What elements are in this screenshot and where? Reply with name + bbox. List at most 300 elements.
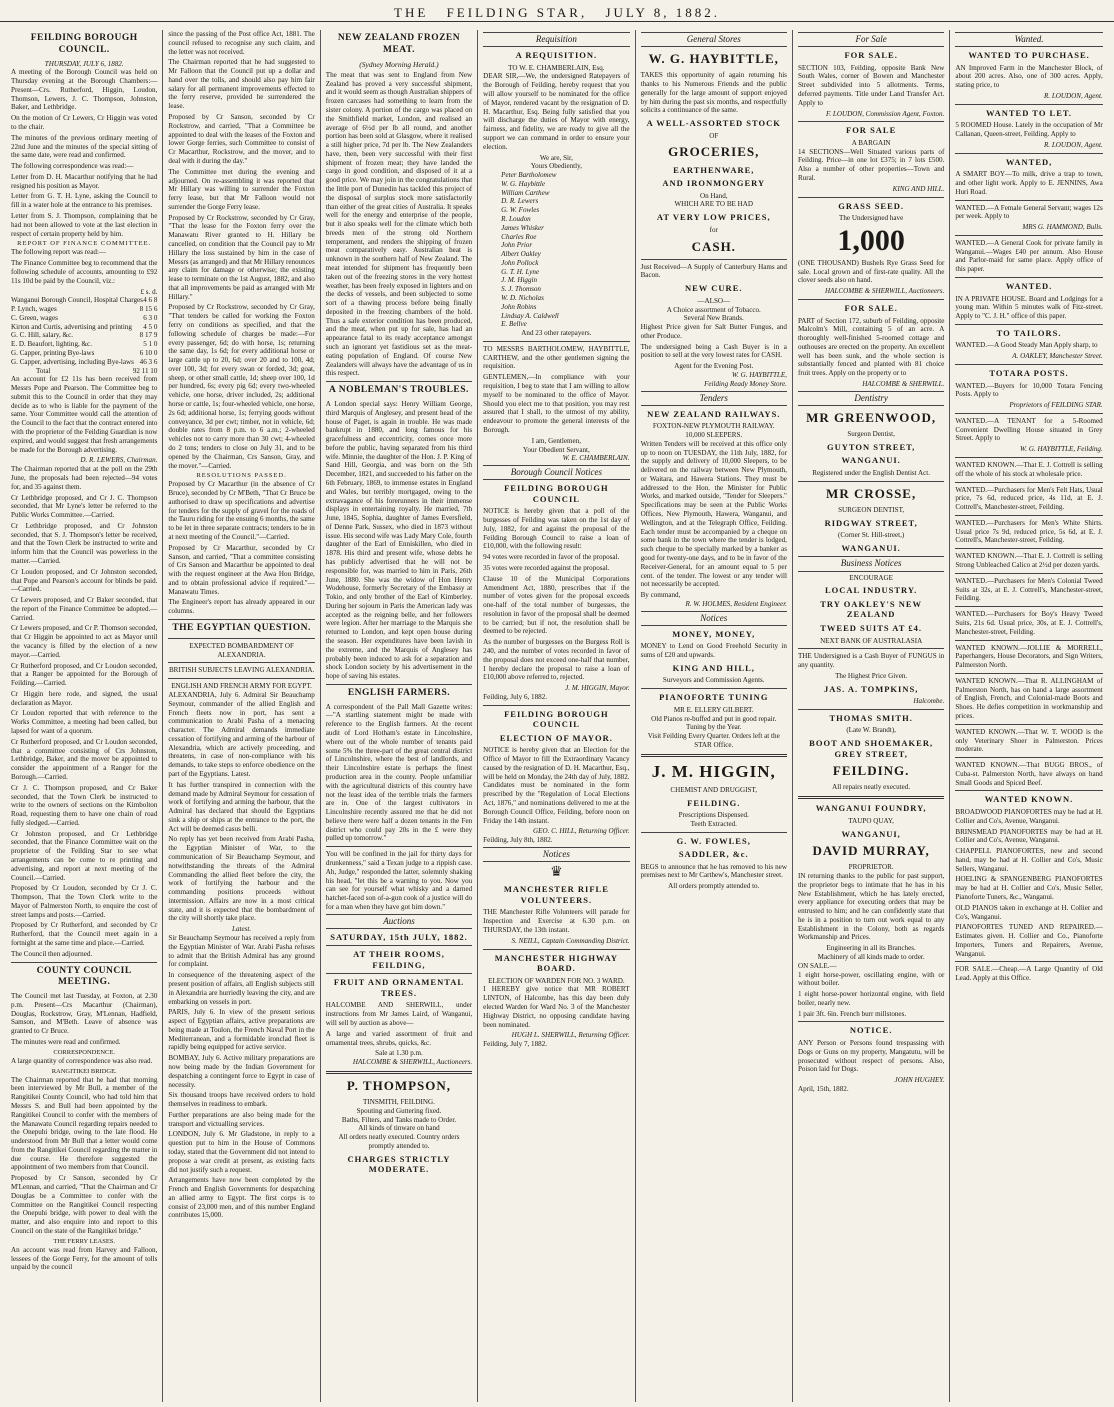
ad-line: —ALSO— xyxy=(697,296,731,305)
column-4 xyxy=(478,30,635,1402)
paragraph: Just Received—A Supply of Canterbury Hams and Bacon. xyxy=(640,262,787,280)
paragraph: Cr Lethbridge proposed, and Cr Johnston seconded, that S. J. Thompson's letter be received, and that the Town Clerk be instructed to write and inform him that the Council was powerless in the matter.—Carried. xyxy=(11,521,158,565)
ad-title: TOTARA POSTS. xyxy=(989,368,1069,378)
ad-line: NEXT BANK OF AUSTRALASIA xyxy=(820,636,923,645)
account-total: Total 92 11 10 xyxy=(36,366,158,375)
signature: JOHN HUGHEY. xyxy=(894,1076,945,1085)
category-borough-notices: Borough Council Notices xyxy=(483,465,629,480)
list-item: D. R. Lewers xyxy=(501,197,539,206)
ad-line: TRY OAKLEY'S NEW ZEALAND xyxy=(820,598,923,620)
ad-line: A WELL-ASSORTED STOCK xyxy=(646,118,781,129)
paragraph: WANTED KNOWN.—That R. ALLINGHAM of Palmerston North, has on hand a large assortment of English, French, and Colonial-made Boots and Shoes. He defies competition in workmanship and prices. xyxy=(955,676,1103,720)
paragraph: THE Undersigned is a Cash Buyer of FUNGUS in any quantity. xyxy=(797,652,945,670)
advertiser-name: MR GREENWOOD, xyxy=(806,409,937,425)
column-3 xyxy=(321,30,478,1402)
category-notices: Notices xyxy=(641,611,787,626)
advertiser-name: MR CROSSE, xyxy=(826,485,917,501)
paragraph: WANTED.—A Female General Servant; wages 12s per week. Apply to xyxy=(955,203,1103,221)
ad-line: WANGANUI. xyxy=(841,542,901,553)
nobleman-title: A NOBLEMAN'S TROUBLES. xyxy=(329,385,469,396)
paragraph: NOTICE is hereby given that an Election for the Office of Mayor to fill the Extraordinary Vacancy caused by the resignation of D. H. Macarthur, Esq., will be held on Monday, the 24th day of July, 1882. Candidates must be nominated in the form prescribed by the "Regulation of Local Elections Act, 1876," and nominations delivered to me at the Borough Council Office, Feilding, before noon on Friday the 14th instant. xyxy=(483,746,630,825)
ad-line: The Undersigned have xyxy=(839,214,904,223)
big-number: 1,000 xyxy=(837,223,905,257)
paragraph: WANTED.—Purchasers for Men's White Shirts. Usual price 7s 9d, reduced price, 5s 6d, at E. J. Cottrell's, Manchester-street, Feilding. xyxy=(955,518,1103,545)
advertiser-name: G. W. FOWLES, xyxy=(676,835,751,846)
ad-title: FOR SALE. xyxy=(844,50,898,61)
ad-line: All orders neatly executed. Country orders promptly attended to. xyxy=(338,1133,460,1150)
paragraph: An account was read from Harvey and Falloon, lessees of the Gorge Ferry, for the amount of tolls unpaid by the council xyxy=(11,1245,158,1272)
paragraph: ANY Person or Persons found trespassing with Dogs or Guns on my property, Mangatutu, will be prosecuted without respect of persons. Also, Poison laid for Dogs. xyxy=(797,1038,945,1074)
signature: W. G. HAYBITTLE, xyxy=(731,370,787,379)
paragraph: 1 pair 3ft. 6in. French burr millstones. xyxy=(797,1009,907,1018)
category-business-notices: Business Notices xyxy=(798,556,944,571)
account-row: E. D. Beaufort, lighting, &c. 5 1 0 xyxy=(11,340,158,349)
closing: Yours Obediently, xyxy=(530,162,582,171)
paragraph: NOTICE is hereby given that a poll of the burgesses of Feilding was taken on the 1st day of July, 1882, for and against the proposal of the Feilding Borough Council to raise a loan of £10,000, with the following result: xyxy=(483,507,630,551)
ad-line: SURGEON DENTIST, xyxy=(838,505,905,514)
notice-title: FEILDING BOROUGH COUNCIL xyxy=(504,708,609,730)
paragraph: ALEXANDRIA, July 6. Admiral Sir Beauchamp Seymour, commander of the allied English and French fleets now in port, has sent a communication to Arabi Pasha of a menacing character. The Admiral demands immediate cessation of fortifying and arming of the harbour of Alexandria, which are actively proceeding, and threatens, in case of non-compliance with his demands, to take steps to enforce obedience on the part of the Egyptians. Latest. xyxy=(168,690,315,778)
signature: W. G. HAYBITTLE, Feilding. xyxy=(1020,445,1103,454)
addressee: TO W. E. CHAMBERLAIN, Esq. xyxy=(508,63,605,72)
paragraph: WANTED KNOWN.—That BUGG BROS., of Cuba-st. Palmerston North, have always on hand Small Goods and Spiced Beef. xyxy=(955,761,1103,787)
ad-line: Surveyors and Commission Agents. xyxy=(662,676,765,685)
ad-line: Engineering in all its Branches. xyxy=(826,944,916,953)
list-item: W. D. Nicholas xyxy=(501,294,544,302)
paragraph: IN A PRIVATE HOUSE. Board and Lodgings for a young man. Within 5 minutes walk of Fitz-street. Apply to "C. J. H." office of this paper. xyxy=(955,294,1103,321)
paragraph: BROADWOOD PIANOFORTES may be had at H. Collier and Co's, Avenue, Wanganui. xyxy=(955,807,1103,825)
paragraph: 1 eight horse-power horizontal engine, with field boiler, nearly new. xyxy=(797,990,945,1007)
ad-line: WHICH ARE TO BE HAD xyxy=(674,200,754,209)
list-item: S. J. Thomson xyxy=(501,285,541,294)
paragraph: The minutes of the previous ordinary meeting of 22nd June and the minutes of the special sitting of the same date, were read and confirmed. xyxy=(11,133,158,160)
column-6 xyxy=(793,30,950,1402)
paragraph: You will be confined in the jail for thirty days for drunkenness," said a Texan judge to a rippish case. Ah, Judge," responded the latter, solemnly shaking his head, "let this be a warning to you. Now you can see for yourself what whisky and a darned hatchet-faced son of-a-gun cook of a justice will do for a man when they have got him down." xyxy=(325,850,473,911)
paragraph: 1 eight horse-power, oscillating engine, with or without boiler. xyxy=(797,970,945,988)
account-row: G. C. Hill, salary, &c. 8 17 9 xyxy=(11,331,158,340)
paragraph: WANTED.—A General Cook for private family in Wanganui.—Wages £40 per annum. Also House and Parlor-maid for same place. Apply office of this paper. xyxy=(955,238,1103,274)
signature: A. OAKLEY, Manchester Street. xyxy=(1012,352,1103,361)
ad-line: Registered under the English Dentist Act. xyxy=(812,468,931,477)
list-item: Charles Roe xyxy=(501,232,537,241)
ad-line: Teeth Extracted. xyxy=(690,819,737,828)
advertiser-name: WANGANUI FOUNDRY, xyxy=(815,803,927,814)
list-item: John Prior xyxy=(501,241,533,250)
paragraph: BOMBAY, July 6. Active military preparations are now being made by the Indian Government for despatching a contingent force to Egypt in case of necessity. xyxy=(168,1054,315,1089)
notice-title: MANCHESTER HIGHWAY BOARD. xyxy=(494,952,618,974)
paragraph: Proposed by Cr Rutherford, and seconded by Cr Rutherford, that the Council meet again in a fortnight at the same time and place.—Carried. xyxy=(11,921,158,948)
ad-line: ENCOURAGE xyxy=(849,573,894,582)
paragraph: TO MESSRS BARTHOLOMEW, HAYBITTLE, CARTHEW, and the other gentlemen signing the requisition. xyxy=(483,344,630,371)
paragraph: Cr Loudon reported that with reference to the Works Committee, a meeting had been called, but lapsed for want of a quorum. xyxy=(11,709,158,736)
ad-title: TO TAILORS. xyxy=(996,327,1062,338)
list-item: John Robins xyxy=(501,302,537,311)
column-2 xyxy=(163,30,320,1402)
signatories-list xyxy=(483,171,629,329)
ad-line: TWEED SUITS AT £4. xyxy=(820,622,923,633)
ad-line: for xyxy=(709,225,718,234)
ad-line: A Choice assortment of Tobacco. xyxy=(666,305,761,314)
ad-line: Visit Feilding Every Quarter. Orders left at the STAR Office. xyxy=(647,732,780,749)
ad-title: WANTED. xyxy=(1005,281,1053,292)
paragraph: 35 votes were recorded against the proposal. xyxy=(483,563,610,572)
paragraph: The Finance Committee beg to recommend that the following schedule of accounts, amounting to £92 11s 10d be paid by the Council, viz.: xyxy=(11,259,158,285)
more-signers: And 23 other ratepayers. xyxy=(521,329,592,338)
signature: HALCOMBE & SHERWILL, Auctioneers. xyxy=(352,1058,473,1067)
signature: W. E. CHAMBERLAIN. xyxy=(562,454,630,463)
paragraph: Proposed by Cr Rockstrow, seconded by Cr Gray, "That the lease for the Foxton ferry over the Manawatu River granted to H. Hillary be cancelled, on condition that the Council pay to Mr Hillary the loss sustained by him in the case of Messrs (as arranged) and that Mr Hillary renounces any claim for damage or otherwise; the existing lease to terminate on the 1st August, 1882, and also that all improvements be paid as arranged with Mr Hillary." xyxy=(168,213,315,301)
account-row: G. Capper, advertising, including Bye-laws 46 3 6 xyxy=(11,357,158,366)
paragraph: BEGS to announce that he has removed to his new premises next to Mr Carthew's, Manchester street. xyxy=(640,862,787,880)
list-item: W. G. Haybittle xyxy=(501,179,546,188)
ad-line: Old Pianos re-buffed and put in good repair. xyxy=(651,714,777,723)
paragraph: Six thousand troops have received orders to hold themselves in readiness to embark. xyxy=(168,1091,315,1109)
closing: We are, Sir, xyxy=(539,153,573,162)
masthead-title: FEILDING STAR, xyxy=(446,5,588,20)
ad-line: OF xyxy=(709,131,719,140)
paragraph: A SMART BOY—To milk, drive a trap to town, and other light work. Apply to E. JENNINS, Awa Huri Road. xyxy=(955,170,1103,196)
meeting-date: THURSDAY, JULY 6, 1882. xyxy=(44,59,124,68)
section-heading: THE FERRY LEASES. xyxy=(53,1237,116,1245)
paragraph: WANTED.—A Good Steady Man Apply sharp, to xyxy=(955,341,1098,350)
ad-line: Prescriptions Dispensed. xyxy=(678,811,749,820)
notice-date: Feilding, July 8th, 1882. xyxy=(483,836,553,845)
ad-title: GRASS SEED. xyxy=(838,200,905,211)
paragraph: Cr Rutherford proposed, and Cr Loudon seconded, that a committee consisting of Crs Johnston, Lethbridge, Baker, and the mover be appointed to consider the appointment of a Ranger for the Borough.—Carried. xyxy=(11,737,158,781)
ad-line: Machinery of all kinds made to order. xyxy=(817,952,925,961)
list-item: R. Loudon xyxy=(501,214,531,223)
ad-line: MR E. ELLERY GILBERT. xyxy=(673,705,754,714)
ad-line: (Corner St. Hill-street,) xyxy=(838,531,905,540)
signature: HALCOMBE & SHERWILL, Auctioneers. xyxy=(825,287,945,296)
ad-title: WANTED TO PURCHASE. xyxy=(968,50,1090,61)
ad-line: GUYTON STREET, xyxy=(826,441,916,452)
ad-line: Agent for the Evening Post. xyxy=(674,362,754,371)
paragraph: Cr Rutherford proposed, and Cr Loudon seconded, that a Ranger be appointed for the Borough of Feilding.—Carried. xyxy=(11,661,158,688)
paragraph: Cr Lethbridge proposed, and Cr J. C. Thompson seconded, that Mr Lyne's letter be referred to the Public Works Committee.—Carried. xyxy=(11,493,158,520)
paragraph: CHAPPELL PIANOFORTES, new and second hand, may be had at H. Collier and Co's, Music Sellers, Wanganui. xyxy=(955,847,1103,873)
source: (Sydney Morning Herald.) xyxy=(359,59,439,69)
paragraph: The meat that was sent to England from New Zealand has proved a very successful shipment, and it would seem as though Australian shippers of frozen carcases had something to learn from the sister colony. A portion of the cargo was placed on the Smithfield market, London, and realised an average of 6½d per lb all round, and another portion has been sold at Glasgow, where it realised a still higher price, 7d per lb. The New Zealanders have, then, been very successful with their first shipment of frozen meat; they have landed the cargo in good condition, and disposed of it at a good price. We may join in the congratulations that the little port of Dunedin has tackled this project of the disposal of surplus stock more satisfactorily than either of the great cities of Australia. It speaks well for the energy and enterprise of the people, but it also speaks well for the climate which both breeds men of the strong old Northern temperament, and renders the shipping of frozen meat comparatively easy. Australian heat is unknown in the southern half of New Zealand. The meat intended for shipment has frequently been taken out of the freezing stores in the very hottest weather, has been freely exposed in lighters and on the decks of vessels, and been subjected to some sort of a thawing process before being finally deposited in the freezing chambers of the hold. Thus a safe exterior condition has been produced, and the meat, when put up for sale, has had an appearance fatal to its ready acceptance amongst such an ignorant yet fastidious set as the meat-eating population of England. Of course New Zealanders will always have the advantage of us in this respect. xyxy=(325,70,473,378)
paragraph: Letter from S. J. Thompson, complaining that he had not been allowed to vote at the last election in respect of certain property held by him. xyxy=(11,212,158,238)
paragraph: BRINSMEAD PIANOFORTES may be had at H. Collier and Co's, Avenue, Wanganui. xyxy=(955,827,1103,845)
paragraph: 94 votes were recorded in favor of the proposal. xyxy=(483,553,620,562)
ad-line: BOOT AND SHOEMAKER, GREY STREET, xyxy=(809,738,934,759)
paragraph: The Chairman reported that he had that morning been interviewed by Mr Bull, a member of the Rangitikei County Council, who had told him that Messrs S. and Bull had been appointed by the Rangitikei Council to confer with the members of the Manawatu Council regarding repairs needed to the Onepuhi bridge, owing to the late flood. He understood from Mr Bull that a letter would come from the Rangitikei Council regarding the matter in due course. He therefore suggested the appointment of two members from that Council. xyxy=(11,1075,158,1172)
ad-line: All kinds of tinware on hand xyxy=(358,1124,440,1133)
frozen-meat-title: NEW ZEALAND FROZEN MEAT. xyxy=(337,33,461,55)
masthead xyxy=(0,0,1114,22)
paragraph: The following report was read:— xyxy=(11,248,106,257)
ad-line: CHARGES STRICTLY MODERATE. xyxy=(347,1153,451,1175)
paragraph: The following correspondence was read:— xyxy=(11,162,134,171)
signature: Proprietors of FEILDING STAR. xyxy=(1009,401,1103,410)
advertiser-name: J. M. HIGGIN, xyxy=(651,761,776,781)
ad-line: DAVID MURRAY, xyxy=(812,843,930,859)
ad-title: FOR SALE. xyxy=(844,303,898,314)
section-heading: RANGITIKEI BRIDGE. xyxy=(51,1067,117,1075)
ad-line: Baths, Filters, and Tanks made to Order. xyxy=(341,1115,457,1124)
notice-date: Feilding, July 6, 1882. xyxy=(483,692,548,701)
newspaper-columns xyxy=(6,30,1108,1402)
paragraph: Cr Higgin here rode, and signed, the usual declaration as Mayor. xyxy=(11,689,158,707)
paragraph: On the motion of Cr Lewers, Cr Higgin was voted to the chair. xyxy=(11,114,158,131)
advertiser-name: W. G. HAYBITTLE, xyxy=(648,51,779,67)
paragraph: The Council met last Tuesday, at Foxton, at 2.30 p.m. Present—Crs Macarthur (Chairman), Douglas, Rockstrow, Gray, M'Lennan, Hadfield, Samson, and M'Beth. Leave of absence was granted to Cr Bruce. xyxy=(11,992,158,1036)
ad-line: CHEMIST AND DRUGGIST, xyxy=(670,785,758,794)
egypt-subhead: EXPECTED BOMBARDMENT OF ALEXANDRIA. xyxy=(189,641,294,659)
list-item: James Whisker xyxy=(501,223,544,232)
section-heading: RESOLUTIONS PASSED. xyxy=(196,472,287,480)
category-tenders: Tenders xyxy=(641,391,787,406)
signature: J. M. HIGGIN, Mayor. xyxy=(565,684,630,693)
egypt-subhead: ENGLISH AND FRENCH ARMY FOR EGYPT. xyxy=(171,682,312,691)
list-item: J. M. Higgin xyxy=(501,276,538,285)
paragraph: SECTION 103, Feilding, opposite Bank New South Wales, corner of Bowen and Manchester Street subdivided into 5 allotments. Terms, deferred payments. Title under Land Transfer Act. Apply to xyxy=(797,63,945,107)
list-item: William Carthew xyxy=(501,188,550,197)
notice-date: April, 15th, 1882. xyxy=(797,1084,849,1093)
paragraph: WANTED KNOWN.—That E. J. Cottrell is selling Strong Unbleached Calico at 2½d per dozen yards. xyxy=(955,552,1103,570)
category-for-sale: For Sale xyxy=(798,32,944,47)
category-general-stores: General Stores xyxy=(641,32,787,47)
paragraph: 14 SECTIONS—Well Situated various parts of Feilding. Price—in one lot £375; in 7 lots £500. Also a number of other properties—Town and Rural. xyxy=(797,147,945,183)
paragraph: OLD PIANOS taken in exchange at H. Collier and Co's, Wanganui. xyxy=(955,903,1103,921)
advertiser-name: THOMAS SMITH. xyxy=(829,712,913,723)
auction-date: SATURDAY, 15th JULY, 1882. xyxy=(330,931,468,942)
paragraph: Arrangements have now been completed by the French and English Governments for despatching an allied army to Egypt. The first corps is to consist of 23,000 men, and of this number England contributes 15,000. xyxy=(168,1176,315,1220)
ad-title: WANTED KNOWN. xyxy=(984,794,1074,805)
paragraph: Clause 10 of the Municipal Corporations Amendment Act, 1880, prescribes that if the number of votes given for the proposal exceeds one-half of the total number of burgesses, the resolution in favor of the proposal shall be deemed to be carried; but if not, the resolution shall be deemed to be rejected. xyxy=(483,574,630,636)
paragraph: The Council then adjourned. xyxy=(11,949,93,958)
list-item: G. W. Fowles xyxy=(501,206,540,215)
list-item: E. Bellve xyxy=(501,320,527,329)
paragraph: WANTED.—Buyers for 10,000 Totara Fencing Posts. Apply to xyxy=(955,381,1103,399)
signature: KING AND HILL. xyxy=(892,184,945,193)
signature: HALCOMBE & SHERWILL. xyxy=(862,380,945,389)
tender-title: NEW ZEALAND RAILWAYS. xyxy=(647,408,781,419)
ad-line: WANGANUI. xyxy=(841,455,901,466)
signature: R. LOUDON, Agent. xyxy=(1043,140,1103,149)
ad-line: The Highest Price Given. xyxy=(835,671,908,680)
notice-title: PIANOFORTE TUNING xyxy=(659,692,769,703)
signature: GEO. C. HILL, Returning Officer. xyxy=(533,827,630,836)
paragraph: DEAR SIR,—We, the undersigned Ratepayers of the Borough of Feilding, hereby request that you will allow yourself to be nominated for the office of Mayor, rendered vacant by the resignation of D. H. Macarthur, Esq. Being fully satisfied that you will discharge the duties of Mayor with energy, fairness, and fidelity, we are ready to give all the support we can command in order to ensure your election. xyxy=(483,72,630,151)
account-row: P. Lynch, wages 8 15 6 xyxy=(11,305,158,314)
paragraph: Proposed by Cr Rockstrow, seconded by Cr Gray, "That tenders be called for working the Foxton ferry on conditions as specified, and that the following schedule of charges be made:—For every passenger, 6d; do with horse, 1s; returning the same day, 1s 6d; for every additional horse or large cattle up to 20, 6d; over 20 and to 100, 4d; over 100, 3d; for every swan or forded, 3d; goat, sheep, or other small cattle, 1d; sheep over 100, 1d per hundred, 6s; every pig 6d; every two-wheeled vehicle, one horse, driver included, 2s; additional horse or cattle, 1s; four-wheeled vehicle, one horse, 2s 6d; additional horse, 1s; ferrying goods without conveyance, 3d per cwt; timber, not in vehicle, 6d; double rates from 8 p.m. to 6 a.m.; 2-wheeled vehicles not to carry more than 30 cwt; 4-wheeled do 2 tons; tenders to close on July 31, and to be opened by the Chairman, Crs Sanson, Gray, and the mover."—Carried. xyxy=(168,303,315,470)
ad-title: WANTED, xyxy=(1005,156,1053,167)
finance-heading: REPORT OF FINANCE COMMITTEE. xyxy=(17,240,152,248)
paragraph: Letter from G. T. H. Lyne, asking the Council to fill in a water hole at the entrance to his premises. xyxy=(11,192,158,210)
ad-line: NEW CURE. xyxy=(685,283,743,294)
ad-line: (Late W. Brandt), xyxy=(846,726,896,735)
ad-title: FOR SALE xyxy=(846,125,897,136)
signature: Halcombe. xyxy=(913,697,945,706)
paragraph: since the passing of the Post office Act, 1881. The council refused to recognise any such claim, and the letter was not received. xyxy=(168,30,315,56)
county-council-title: COUNTY COUNCIL MEETING. xyxy=(36,965,132,988)
category-auctions: Auctions xyxy=(326,914,472,929)
auction-subject: FRUIT AND ORNAMENTAL TREES. xyxy=(333,977,465,998)
paragraph: The Chairman reported that he had suggested to Mr Falloon that the Council put up a dollar and hand over the tolls, and should also pay him fair salary for all permanent improvements effected to the ferry reserve, provided he surrendered the lease. xyxy=(168,58,315,111)
signature: F. LOUDON, Commission Agent, Foxton. xyxy=(825,109,945,118)
ad-line: CASH. xyxy=(691,238,736,254)
signature: D. R. LEWERS, Chairman. xyxy=(80,456,158,465)
category-wanted: Wanted. xyxy=(955,32,1102,47)
column-5 xyxy=(636,30,793,1402)
advertiser-name: P. THOMPSON, xyxy=(346,1077,452,1093)
latest-heading: Latest. xyxy=(232,925,252,934)
ad-line: AND IRONMONGERY xyxy=(662,178,766,189)
accounts-table xyxy=(11,296,157,375)
ad-line: EARTHENWARE, xyxy=(673,164,755,175)
ad-line: ON SALE.— xyxy=(797,961,837,970)
paragraph: WANTED.—Purchasers for Boy's Heavy Tweed Suits, 21s 6d. Usual price, 30s, at E. J. Cottrell's, Manchester-street, Feilding. xyxy=(955,610,1103,636)
auction-place: AT THEIR ROOMS, FEILDING, xyxy=(353,949,445,970)
paragraph: In consequence of the threatening aspect of the present position of affairs, all English subjects still in Alexandria are hurriedly leaving the city, and are embarking on vessels in port. xyxy=(168,971,315,1006)
ad-line: FEILDING. xyxy=(832,763,910,779)
paragraph: Further preparations are also being made for the transport and victualling services. xyxy=(168,1110,315,1128)
signature: Feilding Ready Money Store. xyxy=(704,379,787,388)
notice-date: Feilding, July 7, 1882. xyxy=(483,1040,548,1049)
paragraph: A large and varied assortment of fruit and ornamental trees, shrubs, quicks, &c. xyxy=(325,1029,473,1047)
ad-line: FEILDING. xyxy=(687,797,741,808)
closing: Your Obedient Servant, xyxy=(522,445,590,454)
paragraph: Sir Beauchamp Seymour has received a reply from the Egyptian Minister of War. Arabi Pasha refuses to admit that the British Admiral has any ground for complaint. xyxy=(168,934,315,969)
paragraph: WANTED KNOWN.—That W. T. WOOD is the only Veterinary Shoer in Palmerston. Prices moderate. xyxy=(955,727,1103,754)
section-heading: CORRESPONDENCE. xyxy=(53,1048,115,1056)
paragraph: Cr J. C. Thompson proposed, and Cr Baker seconded, that the Town Clerk be instructed to write to the owners of sections on the Kimbolton Road, requesting them to have one chain of road fully sledged.—Carried. xyxy=(11,783,158,827)
paragraph: A large quantity of correspondence was also read. xyxy=(11,1056,153,1065)
column-7 xyxy=(950,30,1107,1402)
paragraph: I HEREBY give notice that MR ROBERT LINTON, of Halcombe, has this day been duly elected Warden for Ward No. 3 of the Manchester Highway District, no opposing candidate having been nominated. xyxy=(483,985,630,1029)
masthead-the: THE xyxy=(394,5,429,20)
category-requisition: Requisition xyxy=(483,32,629,47)
category-notices: Notices xyxy=(483,847,629,862)
signature: HUGH L. SHERWILL, Returning Officer. xyxy=(511,1031,630,1040)
paragraph: (ONE THOUSAND) Bushels Rye Grass Seed for sale. Local grown and of first-rate quality. All the clover seeds also on hand. xyxy=(797,258,945,285)
paragraph: No reply has yet been received from Arabi Pasha, the Egyptian Minister of War, to the communication of Sir Beauchamp Seymour, and notwithstanding the threats of the Admiral Commanding the allied fleet before the city, the work of fortifying the harbour and the commanding positions proceeds without intermission. Affairs are now in a most critical state, and it is expected that the bombardment of the city will shortly take place. xyxy=(168,835,315,923)
list-item: Albert Oakley xyxy=(501,250,541,259)
ad-title: WANTED TO LET. xyxy=(986,107,1073,118)
paragraph: The minutes were read and confirmed. xyxy=(11,1038,121,1047)
ad-line: KING AND HILL, xyxy=(672,662,755,673)
paragraph: A correspondent of the Pall Mall Gazette writes:—"A startling statement might be made with reference to the English farmers. At the recent audit of Lord Hotham's estate in Lincolnshire, where out of the whole number of tenants paid some 5% the three-part of the great central district of Lincolnshire, where the best of landlords, and their Lincolnshire estate is perhaps the finest production area in the county. People unfamiliar with the agricultural districts of this country have not the least idea of the terrible trials the farmers are in. One of the largest cultivators in Lincolnshire recently assured me that he did not believe there were half a dozen tenants in the Fen district who could pay 20s in the £ were they pulled up tomorrow." xyxy=(325,702,473,843)
paragraph: Proposed by Cr Loudon, seconded by Cr J. C. Thompson, That the Town Clerk write to the Mayor of Palmerston North, to enquire the cost of street lamps and posts.—Carried. xyxy=(11,884,158,919)
paragraph: Cr Loudon proposed, and Cr Johnston seconded, that Pope and Pearson's account for blinds be paid.—Carried. xyxy=(11,567,158,594)
trade: TINSMITH, FEILDING. xyxy=(363,1098,435,1107)
tender-subtitle: 10,000 SLEEPERS. xyxy=(685,431,743,440)
list-item: G. T. H. Lyne xyxy=(501,267,540,276)
paragraph: Cr Lewers proposed, and Cr Baker seconded, that the report of the Finance Committee be adopted.—Carried. xyxy=(11,596,158,622)
ad-line: On Hand, xyxy=(699,191,728,200)
paragraph: TAKES this opportunity of again returning his thanks to his Numerous Friends and the public generally for the large amount of support enjoyed by him during the past six months, and respectfully solicits a continuance of the same. xyxy=(640,71,787,115)
ad-line: SADDLER, &c. xyxy=(678,849,749,860)
paragraph: Proposed by Cr Macarthur, seconded by Cr Sanson, and carried, "That a committee consisting of Crs Sanson and Macarthur be appointed to deal with the request engineer at the Awa Hou Bridge, and to obtain professional advice if required."—Manawatu Times. xyxy=(168,543,315,596)
paragraph: HALCOMBE AND SHERWILL, under instructions from Mr James Laird, of Wanganui, will sell by auction as above— xyxy=(325,1001,473,1028)
ad-line: All orders promptly attended to. xyxy=(668,882,760,891)
paragraph: WANTED KNOWN.—JOLLIE & MORRELL, Paperhangers, House Decorators, and Sign Writers, Palmerston North. xyxy=(955,643,1103,670)
ad-line: Spouting and Guttering fixed. xyxy=(356,1106,442,1115)
paragraph: AN Improved Farm in the Manchester Block, of about 200 acres. Also, one of 300 acres. Apply, stating price, to xyxy=(955,63,1103,90)
ad-line: TAUPO QUAY, xyxy=(848,816,894,825)
ad-line: AT VERY LOW PRICES, xyxy=(656,212,771,223)
ad-line: GROCERIES, xyxy=(668,144,760,160)
paragraph: WANTED.—Purchasers for Men's Colonial Tweed Suits at 32s, at E. J. Cottrell's, Manchester-street, Feilding. xyxy=(955,576,1103,603)
paragraph: Proposed by Cr Sanson, seconded by Cr Rockstrow, and carried, "That a Committee be appointed to deal with the leases of the Foxton and lower Gorge ferries, such Committee to consist of Cr Macarthur, Rockstrow, and the mover, and to deal with it during the day." xyxy=(168,113,315,165)
paragraph: FOR SALE.—Cheap.—A Large Quantity of Old Lead. Apply at this Office. xyxy=(955,965,1103,983)
account-row: G. Capper, printing Bye-laws 6 10 0 xyxy=(11,349,158,358)
egypt-title: THE EGYPTIAN QUESTION. xyxy=(172,623,311,634)
account-row: C. Green, wages 6 3 0 xyxy=(11,313,158,322)
paragraph: IN returning thanks to the public for past support, the proprietor begs to intimate that he has in his New Establishment, which he has lately erected, every appliance for executing orders that may be entrusted to him; and he can confidently state that he is in a position to turn out work equal to any Establishment in the Colony, both as regards Workmanship and Prices. xyxy=(797,871,945,942)
egypt-subhead: BRITISH SUBJECTS LEAVING ALEXANDRIA. xyxy=(168,666,315,675)
signature: R. W. HOLMES, Resident Engineer. xyxy=(685,599,787,608)
farmers-title: ENGLISH FARMERS. xyxy=(347,687,451,698)
category-dentistry: Dentistry xyxy=(798,391,944,406)
notice-title: FEILDING BOROUGH COUNCIL xyxy=(504,483,609,504)
notice-title: MANCHESTER RIFLE VOLUNTEERS. xyxy=(503,884,609,905)
paragraph: GENTLEMEN,—In compliance with your requisition, I beg to state that I am willing to allow myself to be nominated to the office of Mayor. Should you elect me to that position, you may rest assured that I shall, to the utmost of my ability, endeavour to promote the general interests of the Borough. xyxy=(483,373,630,434)
paragraph: HOELING & SPANGENBERG PIANOFORTES may be had at H. Collier and Co's, Music Seller, Pianoforte Tuners, &c., Wanganui. xyxy=(955,875,1103,901)
column-1 xyxy=(6,30,163,1402)
paragraph: As the number of burgesses on the Burgess Roll is 240, and the number of votes recorded in favor of the proposal does not exceed one-half that number, I hereby declare the proposal to raise a loan of £10,000 above referred to, rejected. xyxy=(483,638,630,682)
ad-line: PROPRIETOR. xyxy=(848,863,894,872)
ad-line: Surgeon Dentist, xyxy=(847,430,895,439)
ad-line: WANGANUI, xyxy=(841,828,901,839)
paragraph: Letter from D. H. Macarthur notifying that he had resigned his position as Mayor. xyxy=(11,172,158,190)
masthead-date: JULY 8, 1882. xyxy=(605,5,720,20)
paragraph: THE Manchester Rifle Volunteers will parade for Inspection and Exercise at 6.30 p.m. on THURSDAY, the 13th instant. xyxy=(483,908,630,935)
paragraph: PARIS, July 6. In view of the present serious aspect of Egyptian affairs, active preparations are being made at Toulon, the French Naval Port in the Mediterranean, and a formidable ironclad fleet is rapidly being equipped for active service. xyxy=(168,1008,315,1052)
list-item: Lindsay A. Caldwell xyxy=(501,311,559,320)
list-item: Peter Bartholomew xyxy=(501,171,557,180)
paragraph: Cr Johnston proposed, and Cr Lethbridge seconded, that the Finance Committee wait on the proprietor of the Feilding Star to see what arrangements can be come to re printing and advertising, and report at next meeting of the Council.—Carried. xyxy=(11,829,158,882)
paragraph: A meeting of the Borough Council was held on Thursday evening at the Borough Chambers:—Present—Crs. Rutherford, Higgin, Loudon, Thomson, Lewers, J. C. Thompson, Johnston, Baker, and Lethbridge. xyxy=(11,68,158,112)
paragraph: 5 ROOMED House. Lately in the occupation of Mr Callanan, Queen-street, Feilding. Apply to xyxy=(955,121,1103,139)
paragraph: WANTED.—Purchasers for Men's Felt Hats, Usual price, 7s 6d, reduced price, 4s 11d, at E. J. Cottrell's, Manchester-street, Feilding. xyxy=(955,485,1103,512)
paragraph: The Engineer's report has already appeared in our columns. xyxy=(168,598,315,616)
paragraph: An account for £2 11s has been received from Messrs Pope and Pearson. The Committee beg to submit this to the Council in order that they may decide as to who is liable for the payment of the same. Your Committee would call the attention of the Council to the fact that the contract entered into with the proprietor of the Feilding Guardian is now expired, and would suggest that fresh arrangements be made for the Borough advertising. xyxy=(11,375,158,454)
paragraph: Highest Price given for Salt Butter Fungus, and other Produce. xyxy=(640,323,787,340)
ad-line: By command, xyxy=(640,591,681,600)
paragraph: Proposed by Cr Sanson, seconded by Cr M'Lennan, and carried, "That the Chairman and Cr Douglas be a Committee to confer with the Committee on the Rangitikei Council respecting the Onepuhi bridge, with power to deal with the matter, and also enquire into and report to this Council on the state of the Rangitikei bridge." xyxy=(11,1174,158,1235)
paragraph: It has further transpired in connection with the demand made by Admiral Seymour for cessation of work of fortifying and arming the harbour, that the Admiral has declared that should the Egyptians sink a ship or ships at the entrance to the port, the Act will be deemed casus belli. xyxy=(168,780,315,833)
closing: I am, Gentlemen, xyxy=(531,436,581,445)
paragraph: The Chairman reported that at the poll on the 29th June, the proposals had been rejected—94 votes for, and 35 against them. xyxy=(11,465,158,491)
signature: R. LOUDON, Agent. xyxy=(1043,92,1103,101)
paragraph: LONDON, July 6. Mr Gladstone, in reply to a question put to him in the House of Commons today, stated that the Government did not intend to propose a war credit at present, as existing facts did not justify such a request. xyxy=(168,1130,315,1174)
notice-title: MONEY, MONEY, xyxy=(672,628,756,639)
signature: S. NEILL, Captain Commanding District. xyxy=(511,936,630,945)
account-row: Wanganui Borough Council, Hospital Charges 4 6 8 xyxy=(11,296,158,305)
ad-line: Several New Brands. xyxy=(683,314,744,323)
paragraph: WANTED.—A TENANT for a 5-Roomed Convenient Dwelling House situated in Grey Street. Apply to xyxy=(955,416,1103,443)
paragraph: MONEY to Lend on Good Freehold Security in sums of £20 and upwards. xyxy=(640,642,787,660)
paragraph: Written Tenders will be received at this office only up to noon on TUESDAY, the 11th July, 1882, for the supply and delivery of 10,000 Sleepers, to be delivered on the railway between New Plymouth, or Waitara, and Hawera Stations. They must be addressed to the Hon. the Minister for Public Works, and marked outside, "Tender for Sleepers." Specifications may be seen at the Public Works Offices, New Plymouth, Hawera, Wanganui, and Wellington, and at the Telegraph Office, Feilding. Each tender must be accompanied by a cheque on some bank in the town where the tender is lodged, such cheque to be specially marked by a banker as good for twenty-one days, and to be in favor of the Receiver-General, for an amount equal to 5 per cent. of the tender. The lowest or any tender will not necessarily be accepted. xyxy=(640,439,787,589)
paragraph: WANTED KNOWN.—That E. J. Cottrell is selling off the whole of his stock at wholesale price. xyxy=(955,461,1103,478)
ad-line: Tuning by the Year. xyxy=(686,723,742,732)
borough-council-title: FEILDING BOROUGH COUNCIL. xyxy=(30,33,138,55)
paragraph: Proposed by Cr Macarthur (in the absence of Cr Bruce), seconded by Cr M'Beth, "That Cr Bruce be authorised to draw up specifications and advertise for tenders for the supply of gravel for the roads of the Tauru riding for the ensuing 6 months, the same to be let in three separate contracts; tenders to be in at next meeting of the Council."—Carried. xyxy=(168,480,315,542)
ad-line: LOCAL INDUSTRY. xyxy=(824,585,918,596)
sale-time: Sale at 1.30 p.m. xyxy=(375,1049,423,1058)
accounts-header: £ s. d. xyxy=(140,287,158,296)
ad-line: RIDGWAY STREET, xyxy=(824,517,918,528)
signature: MRS G. HAMMOND, Bulls. xyxy=(1022,223,1103,232)
paragraph: PART of Section 172, suburb of Feilding, opposite Malcolm's Mill, containing 5 of an acre. A thoroughly well-finished 5-roomed cottage and outhouses are erected on the property. An excellent well has been sunk, and the whole section is substantially fenced and planted with 81 choice fruit trees. Apply on the property or to xyxy=(797,316,945,378)
notice-subtitle: ELECTION OF MAYOR. xyxy=(499,732,613,743)
tender-subtitle: FOXTON-NEW PLYMOUTH RAILWAY. xyxy=(652,422,775,431)
paragraph: The undersigned being a Cash Buyer is in a position to sell at the very lowest rates for CASH. xyxy=(640,342,787,360)
